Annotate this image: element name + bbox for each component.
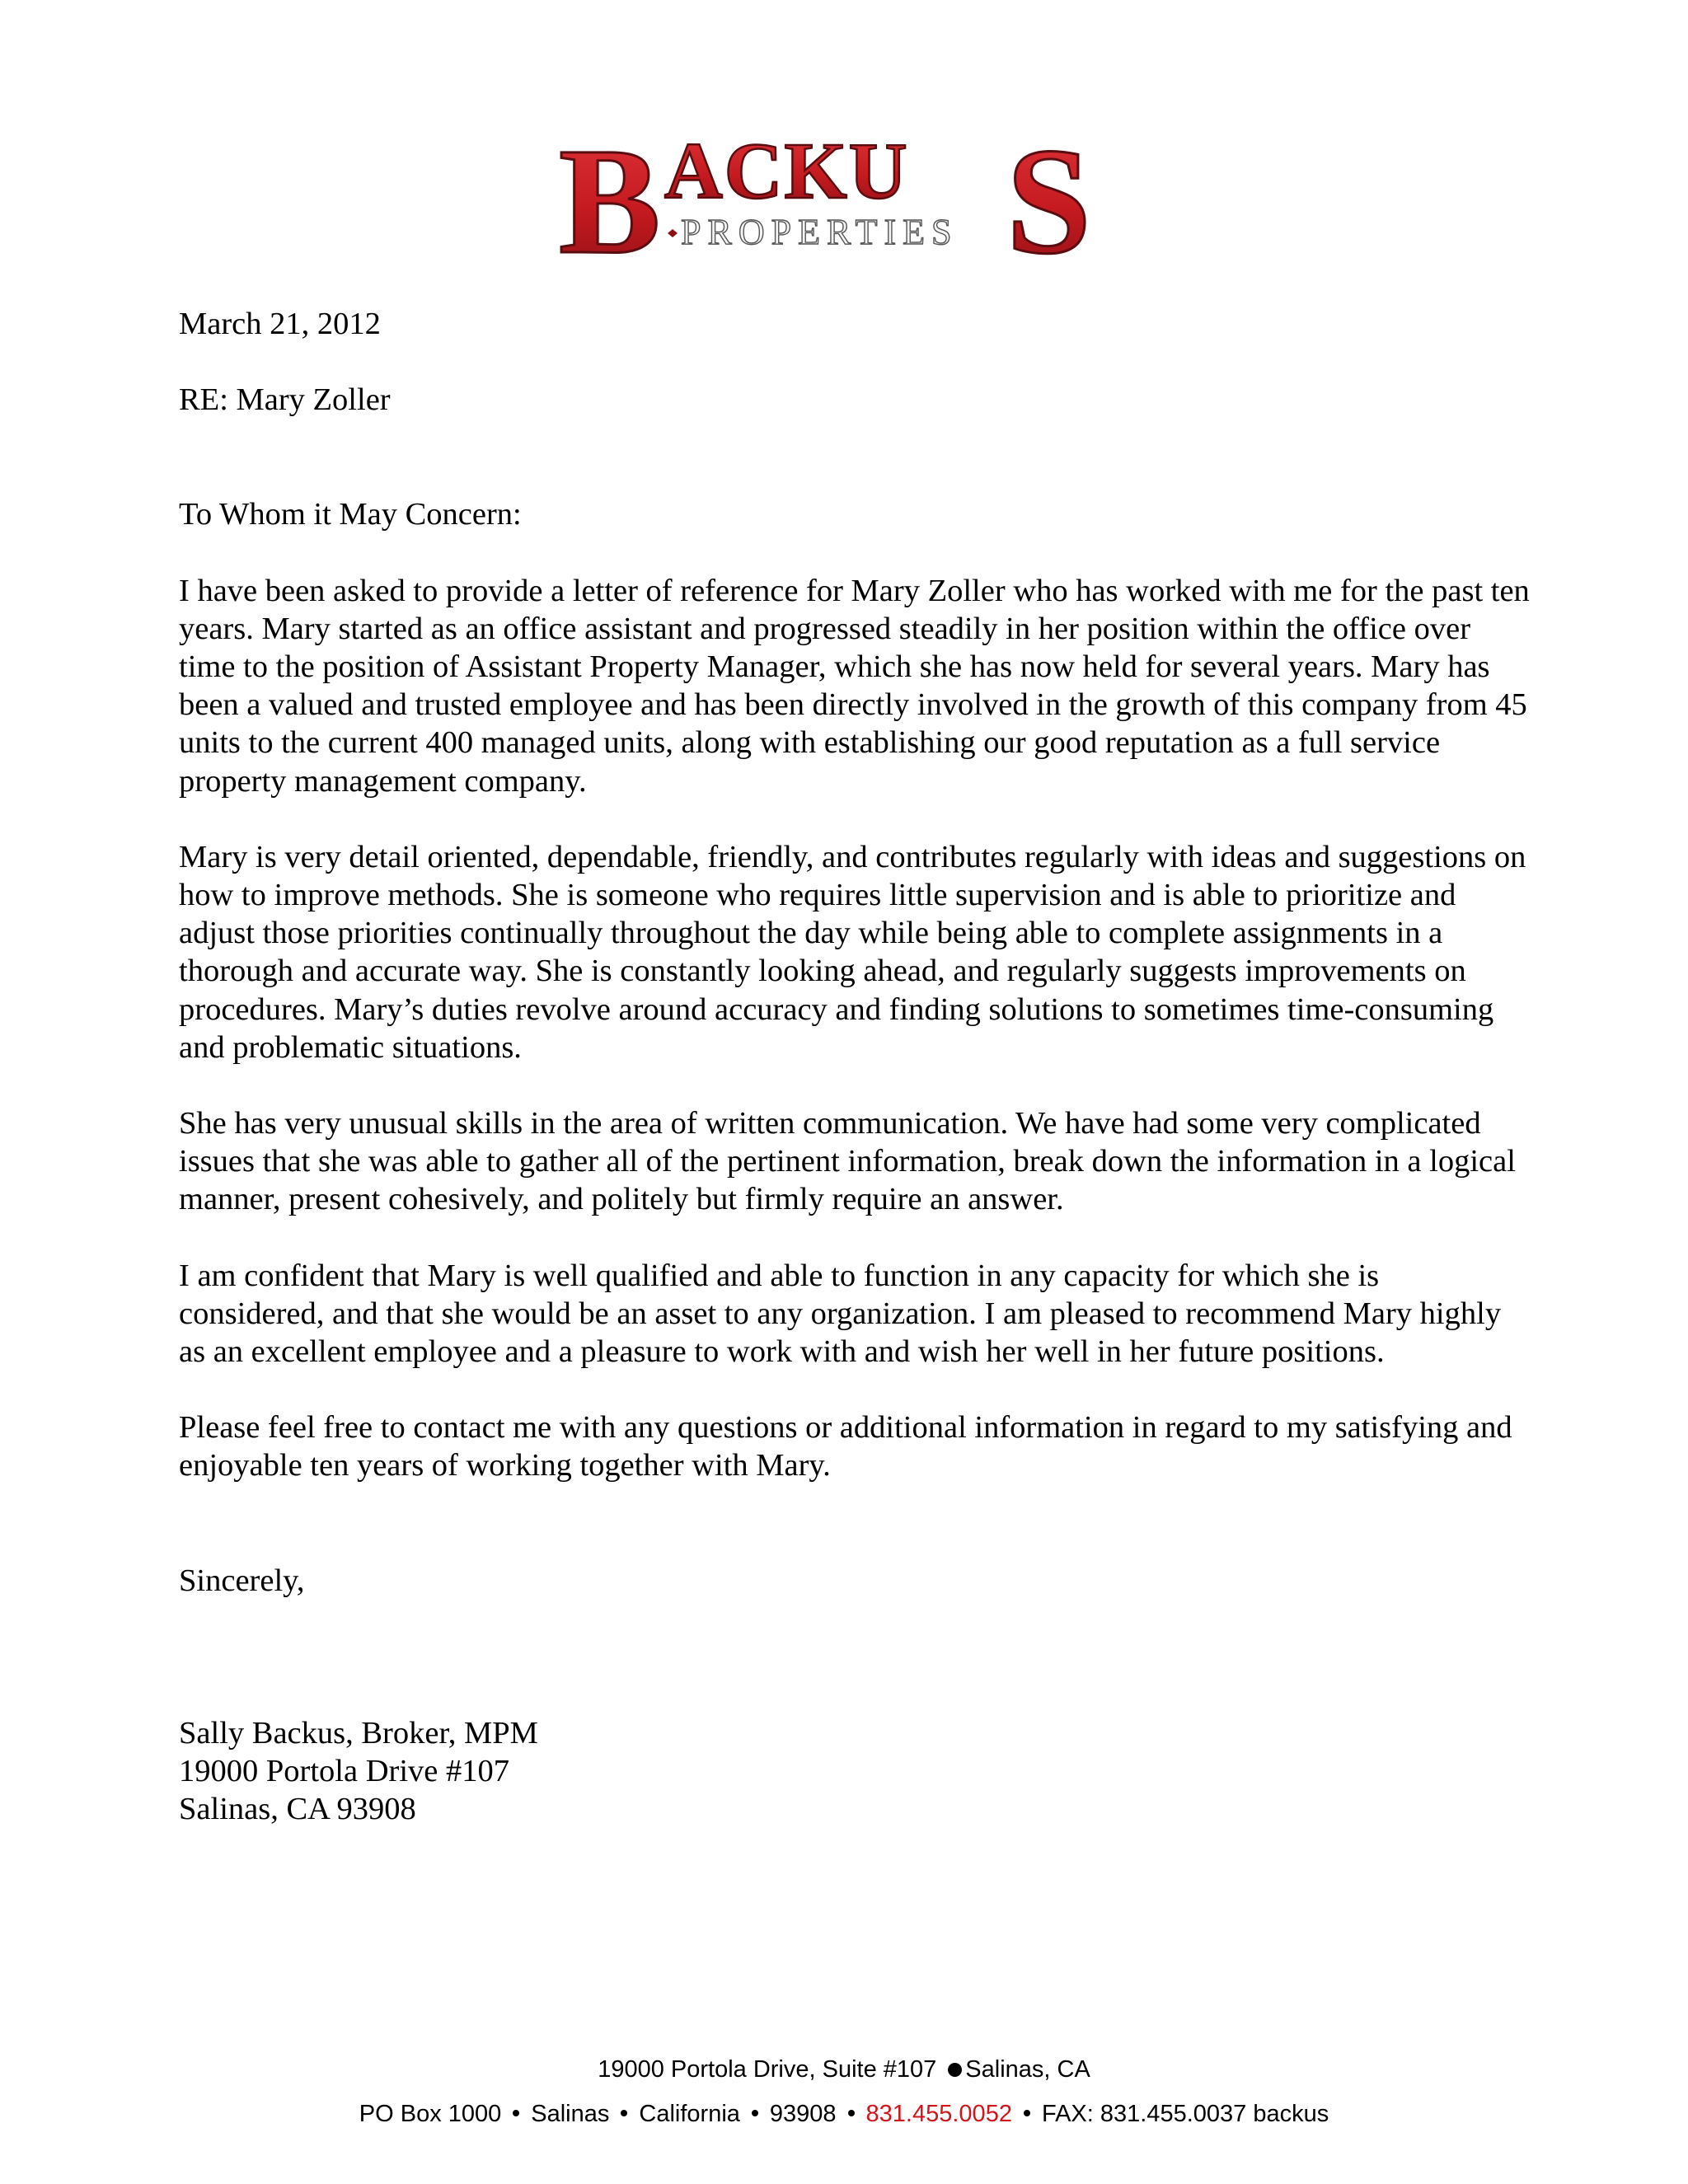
letter-subject: RE: Mary Zoller xyxy=(179,382,391,418)
footer-city2: Salinas xyxy=(531,2101,610,2127)
letter-paragraph: I am confident that Mary is well qualified and able to function in any capacity for which she is considered, and that she would be an asset to any organization. I am pleased to recommend Mary highly as an excellent employee and a pleasure to work with and wish her well in her future positions. xyxy=(179,1258,1502,1370)
backus-properties-logo xyxy=(557,117,1134,286)
dot-icon xyxy=(848,2110,855,2116)
bullet-icon xyxy=(948,2063,962,2077)
letter-date: March 21, 2012 xyxy=(179,307,381,341)
signature-address-line1: 19000 Portola Drive #107 xyxy=(179,1754,509,1789)
dot-icon xyxy=(1024,2110,1030,2116)
svg-text:S: S xyxy=(1006,117,1091,286)
svg-text:ACKU: ACKU xyxy=(664,127,909,216)
dot-icon xyxy=(513,2110,519,2116)
letter-paragraph: I have been asked to provide a letter of reference for Mary Zoller who has worked with me for the past ten years. Mary started as an office assistant and progressed steadily in her position within the office over time to the position of Assistant Property Manager, which she has now held for several years. Mary has been a valued and trusted employee and has been directly involved in the growth of this company from 45 units to the current 400 managed units, along with establishing our good reputation as a full service property management company. xyxy=(179,573,1530,799)
signature-block xyxy=(179,1714,1531,1829)
dot-icon xyxy=(621,2110,627,2116)
svg-text:B: B xyxy=(559,117,661,286)
signature-name: Sally Backus, Broker, MPM xyxy=(179,1715,538,1750)
footer-contact-line xyxy=(0,2100,1688,2127)
letter-paragraph: Mary is very detail oriented, dependable, friendly, and contributes regularly with ideas and suggestions on how to improve methods. She is someone who requires little supervision and is able to prioritize and adjust those priorities continually throughout the day while being able to complete assignments in a thorough and accurate way. She is constantly looking ahead, and regularly suggests improvements on procedures. Mary’s duties revolve around accuracy and finding solutions to sometimes time-consuming and problematic situations. xyxy=(179,839,1526,1065)
svg-text:PROPERTIES: PROPERTIES xyxy=(681,212,959,252)
footer-phone: 831.455.0052 xyxy=(865,2101,1012,2127)
letter-body xyxy=(179,305,1531,1828)
signature-address-line2: Salinas, CA 93908 xyxy=(179,1792,416,1827)
letter-closing: Sincerely, xyxy=(179,1563,305,1598)
letter-paragraph: She has very unusual skills in the area of written communication. We have had some very complicated issues that she was able to gather all of the pertinent information, break down the information in a logical manner, present cohesively, and politely but firmly require an answer. xyxy=(179,1106,1516,1217)
footer-state: California xyxy=(639,2101,740,2127)
footer-pobox: PO Box 1000 xyxy=(359,2101,502,2127)
footer-street: 19000 Portola Drive, Suite #107 xyxy=(598,2056,937,2083)
letter-salutation: To Whom it May Concern: xyxy=(179,497,522,532)
footer-zip: 93908 xyxy=(769,2101,837,2127)
letter-paragraph: Please feel free to contact me with any questions or additional information in regard to my satisfying and enjoyable ten years of working together with Mary. xyxy=(179,1410,1512,1483)
footer-fax: FAX: 831.455.0037 backus xyxy=(1041,2101,1329,2127)
footer-address-line xyxy=(0,2055,1688,2083)
dot-icon xyxy=(752,2110,758,2116)
footer-city: Salinas, CA xyxy=(965,2056,1090,2083)
